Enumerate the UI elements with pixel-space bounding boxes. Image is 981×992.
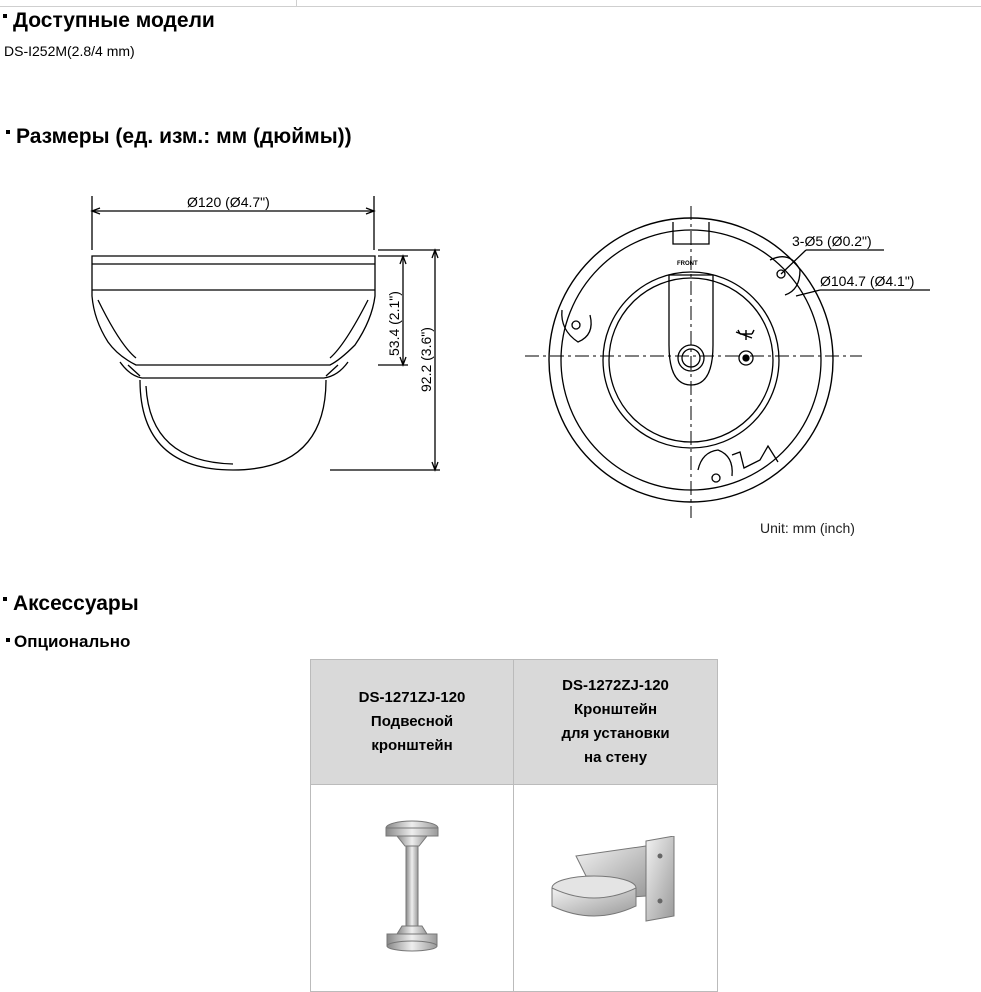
- height-inner-label: 53.4 (2.1"): [386, 291, 402, 356]
- accessory-image-cell-1: [311, 785, 514, 992]
- accessory-header-1: [311, 660, 514, 785]
- base-diameter-label: Ø104.7 (Ø4.1"): [820, 273, 915, 289]
- optional-title-text: Опционально: [14, 632, 131, 651]
- accessory-desc-line: Кронштейн: [574, 701, 658, 718]
- accessory-header-2: [514, 660, 718, 785]
- accessory-image-cell-2: [514, 785, 718, 992]
- models-title-text: Доступные модели: [13, 9, 215, 32]
- bullet-icon: [6, 638, 10, 642]
- accessories-title-text: Аксессуары: [13, 592, 139, 615]
- unit-note: Unit: mm (inch): [760, 520, 855, 536]
- diameter-top-label: Ø120 (Ø4.7"): [187, 194, 270, 210]
- accessory-desc-line: для установки: [561, 725, 670, 742]
- holes-label: 3-Ø5 (Ø0.2"): [792, 233, 872, 249]
- accessory-code: DS-1272ZJ-120: [562, 677, 669, 694]
- pendant-mount-icon: [367, 816, 457, 956]
- accessory-desc-line: на стену: [584, 749, 648, 766]
- model-name: DS-I252M(2.8/4 mm): [4, 43, 135, 59]
- accessories-table: [310, 659, 718, 992]
- accessory-desc-line: кронштейн: [371, 737, 453, 754]
- height-total-label: 92.2 (3.6"): [418, 327, 434, 392]
- front-label: FRONT: [677, 261, 698, 267]
- bullet-icon: [3, 597, 7, 601]
- accessory-code: DS-1271ZJ-120: [358, 689, 466, 706]
- accessory-desc-line: Подвесной: [370, 713, 454, 730]
- dimensions-title-text: Размеры (ед. изм.: мм (дюймы)): [16, 125, 352, 148]
- optional-heading: [6, 632, 130, 652]
- accessories-heading: [3, 592, 139, 616]
- wall-mount-icon: [546, 836, 686, 936]
